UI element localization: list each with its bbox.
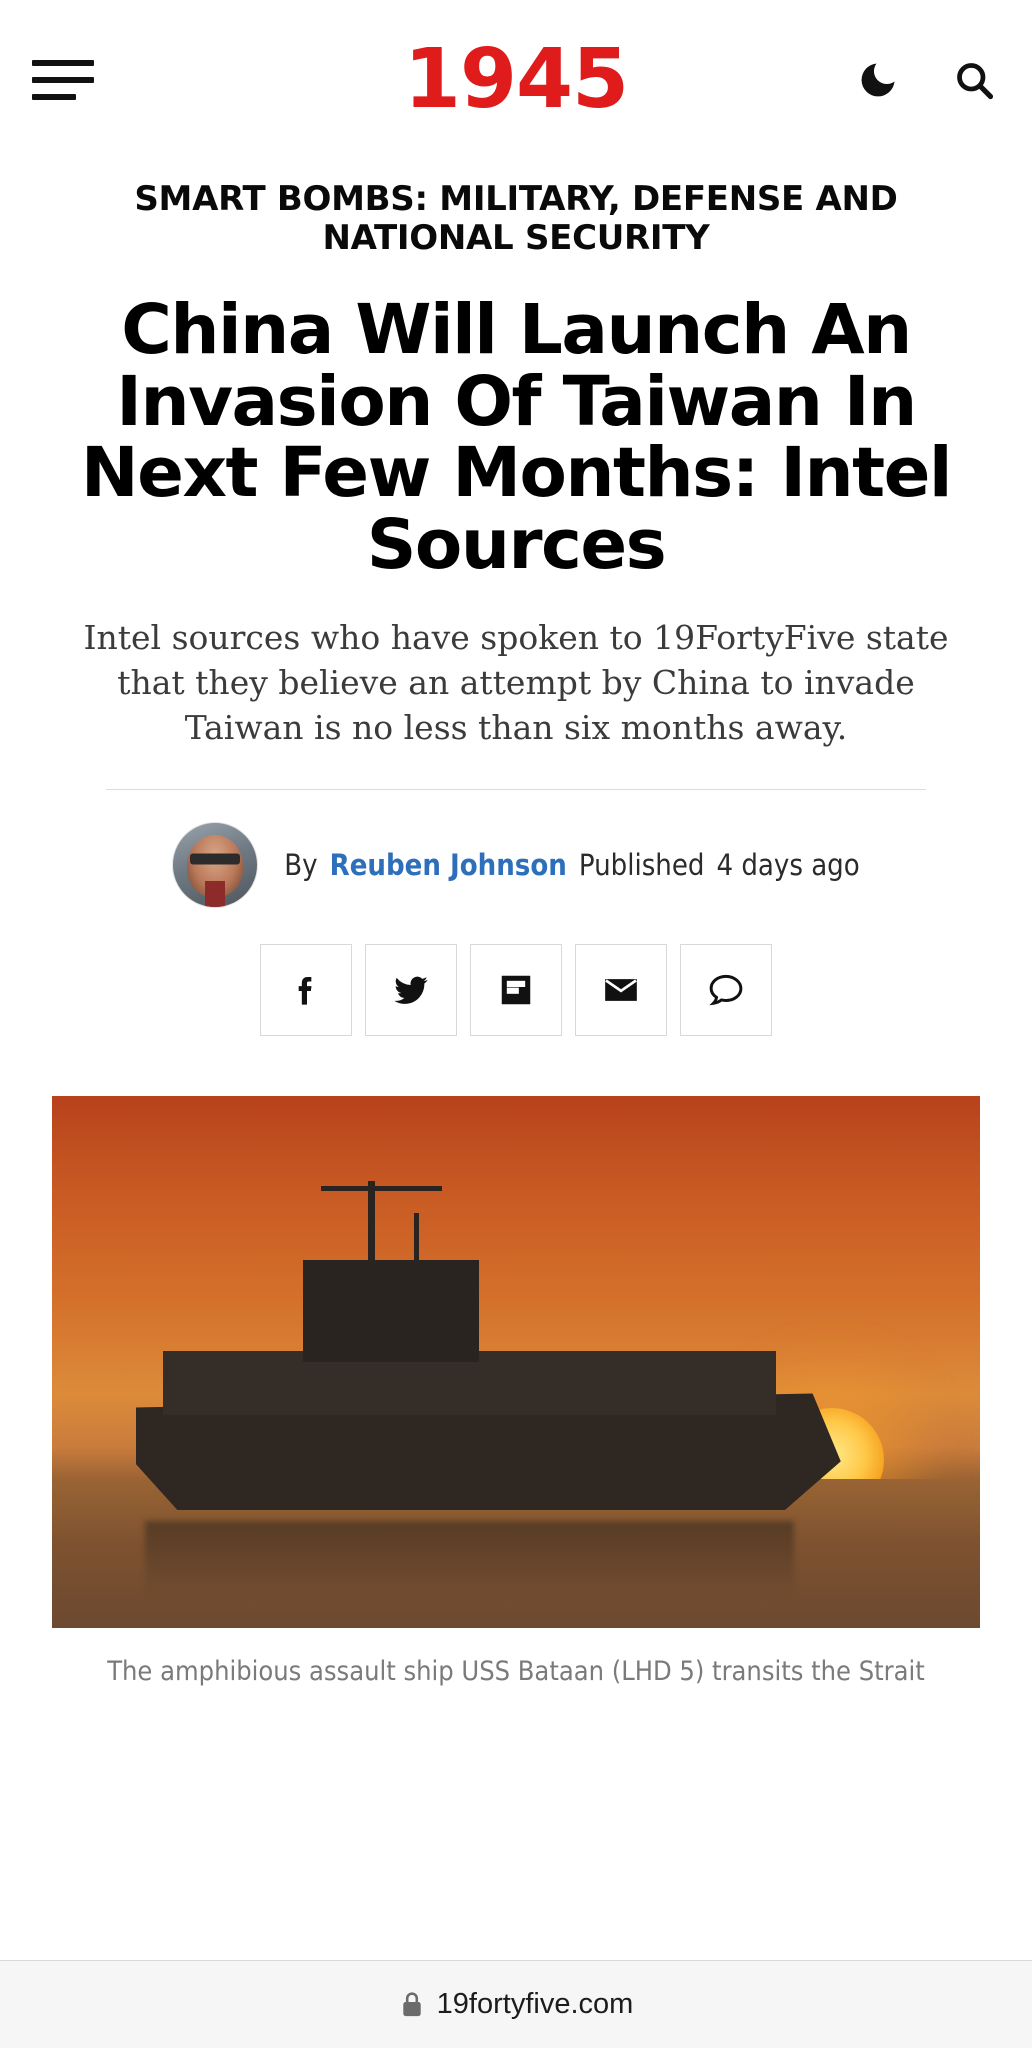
- facebook-icon: [286, 970, 326, 1010]
- flipboard-icon: [497, 971, 535, 1009]
- email-share-button[interactable]: [575, 944, 667, 1036]
- comments-button[interactable]: [680, 944, 772, 1036]
- hero-caption: The amphibious assault ship USS Bataan (LHD 5) transits the Strait: [107, 1655, 925, 1687]
- hero-ship-mast-secondary: [414, 1213, 419, 1277]
- hero-ship-mast: [368, 1181, 375, 1266]
- header-actions: [852, 54, 1000, 106]
- byline-text: [284, 848, 859, 882]
- hamburger-menu-icon[interactable]: [32, 56, 94, 104]
- byline: [34, 822, 998, 908]
- avatar-tie: [205, 881, 225, 907]
- facebook-share-button[interactable]: [260, 944, 352, 1036]
- avatar-glasses: [190, 854, 240, 865]
- hamburger-line: [32, 77, 94, 83]
- moon-icon[interactable]: [852, 54, 904, 106]
- byline-published-label: Published: [578, 847, 705, 882]
- comment-bubble-icon: [705, 969, 747, 1011]
- byline-author-link[interactable]: Reuben Johnson: [329, 847, 567, 882]
- hero-reflection: [145, 1521, 795, 1595]
- envelope-icon: [601, 970, 641, 1010]
- browser-url-bar[interactable]: [0, 1960, 1032, 2048]
- hero-image-wrapper: [52, 1096, 980, 1689]
- share-row: [34, 944, 998, 1036]
- byline-by-label: By: [284, 847, 318, 882]
- article-body: [0, 160, 1032, 2048]
- search-icon[interactable]: [948, 54, 1000, 106]
- twitter-icon: [391, 970, 431, 1010]
- hamburger-line: [32, 60, 94, 66]
- hamburger-line: [32, 94, 76, 100]
- divider: [106, 789, 926, 790]
- url-text[interactable]: 19fortyfive.com: [436, 1988, 634, 2020]
- twitter-share-button[interactable]: [365, 944, 457, 1036]
- avatar: [172, 822, 258, 908]
- lock-icon: [399, 1990, 425, 2020]
- article-subheadline: Intel sources who have spoken to 19FortyFive state that they believe an attempt by China to invade Taiwan is no less than six months away.: [83, 617, 949, 747]
- hero-ship-island: [303, 1260, 479, 1361]
- hero-image: [52, 1096, 980, 1628]
- page-title: China Will Launch An Invasion Of Taiwan In Next Few Months: Intel Sources: [80, 289, 952, 586]
- site-logo[interactable]: 1945: [403, 32, 629, 127]
- site-header: [0, 0, 1032, 160]
- flipboard-share-button[interactable]: [470, 944, 562, 1036]
- article-category[interactable]: SMART BOMBS: MILITARY, DEFENSE AND NATIONAL SECURITY: [134, 179, 898, 259]
- byline-timestamp: 4 days ago: [716, 847, 860, 882]
- hero-ship-yardarm: [321, 1186, 442, 1191]
